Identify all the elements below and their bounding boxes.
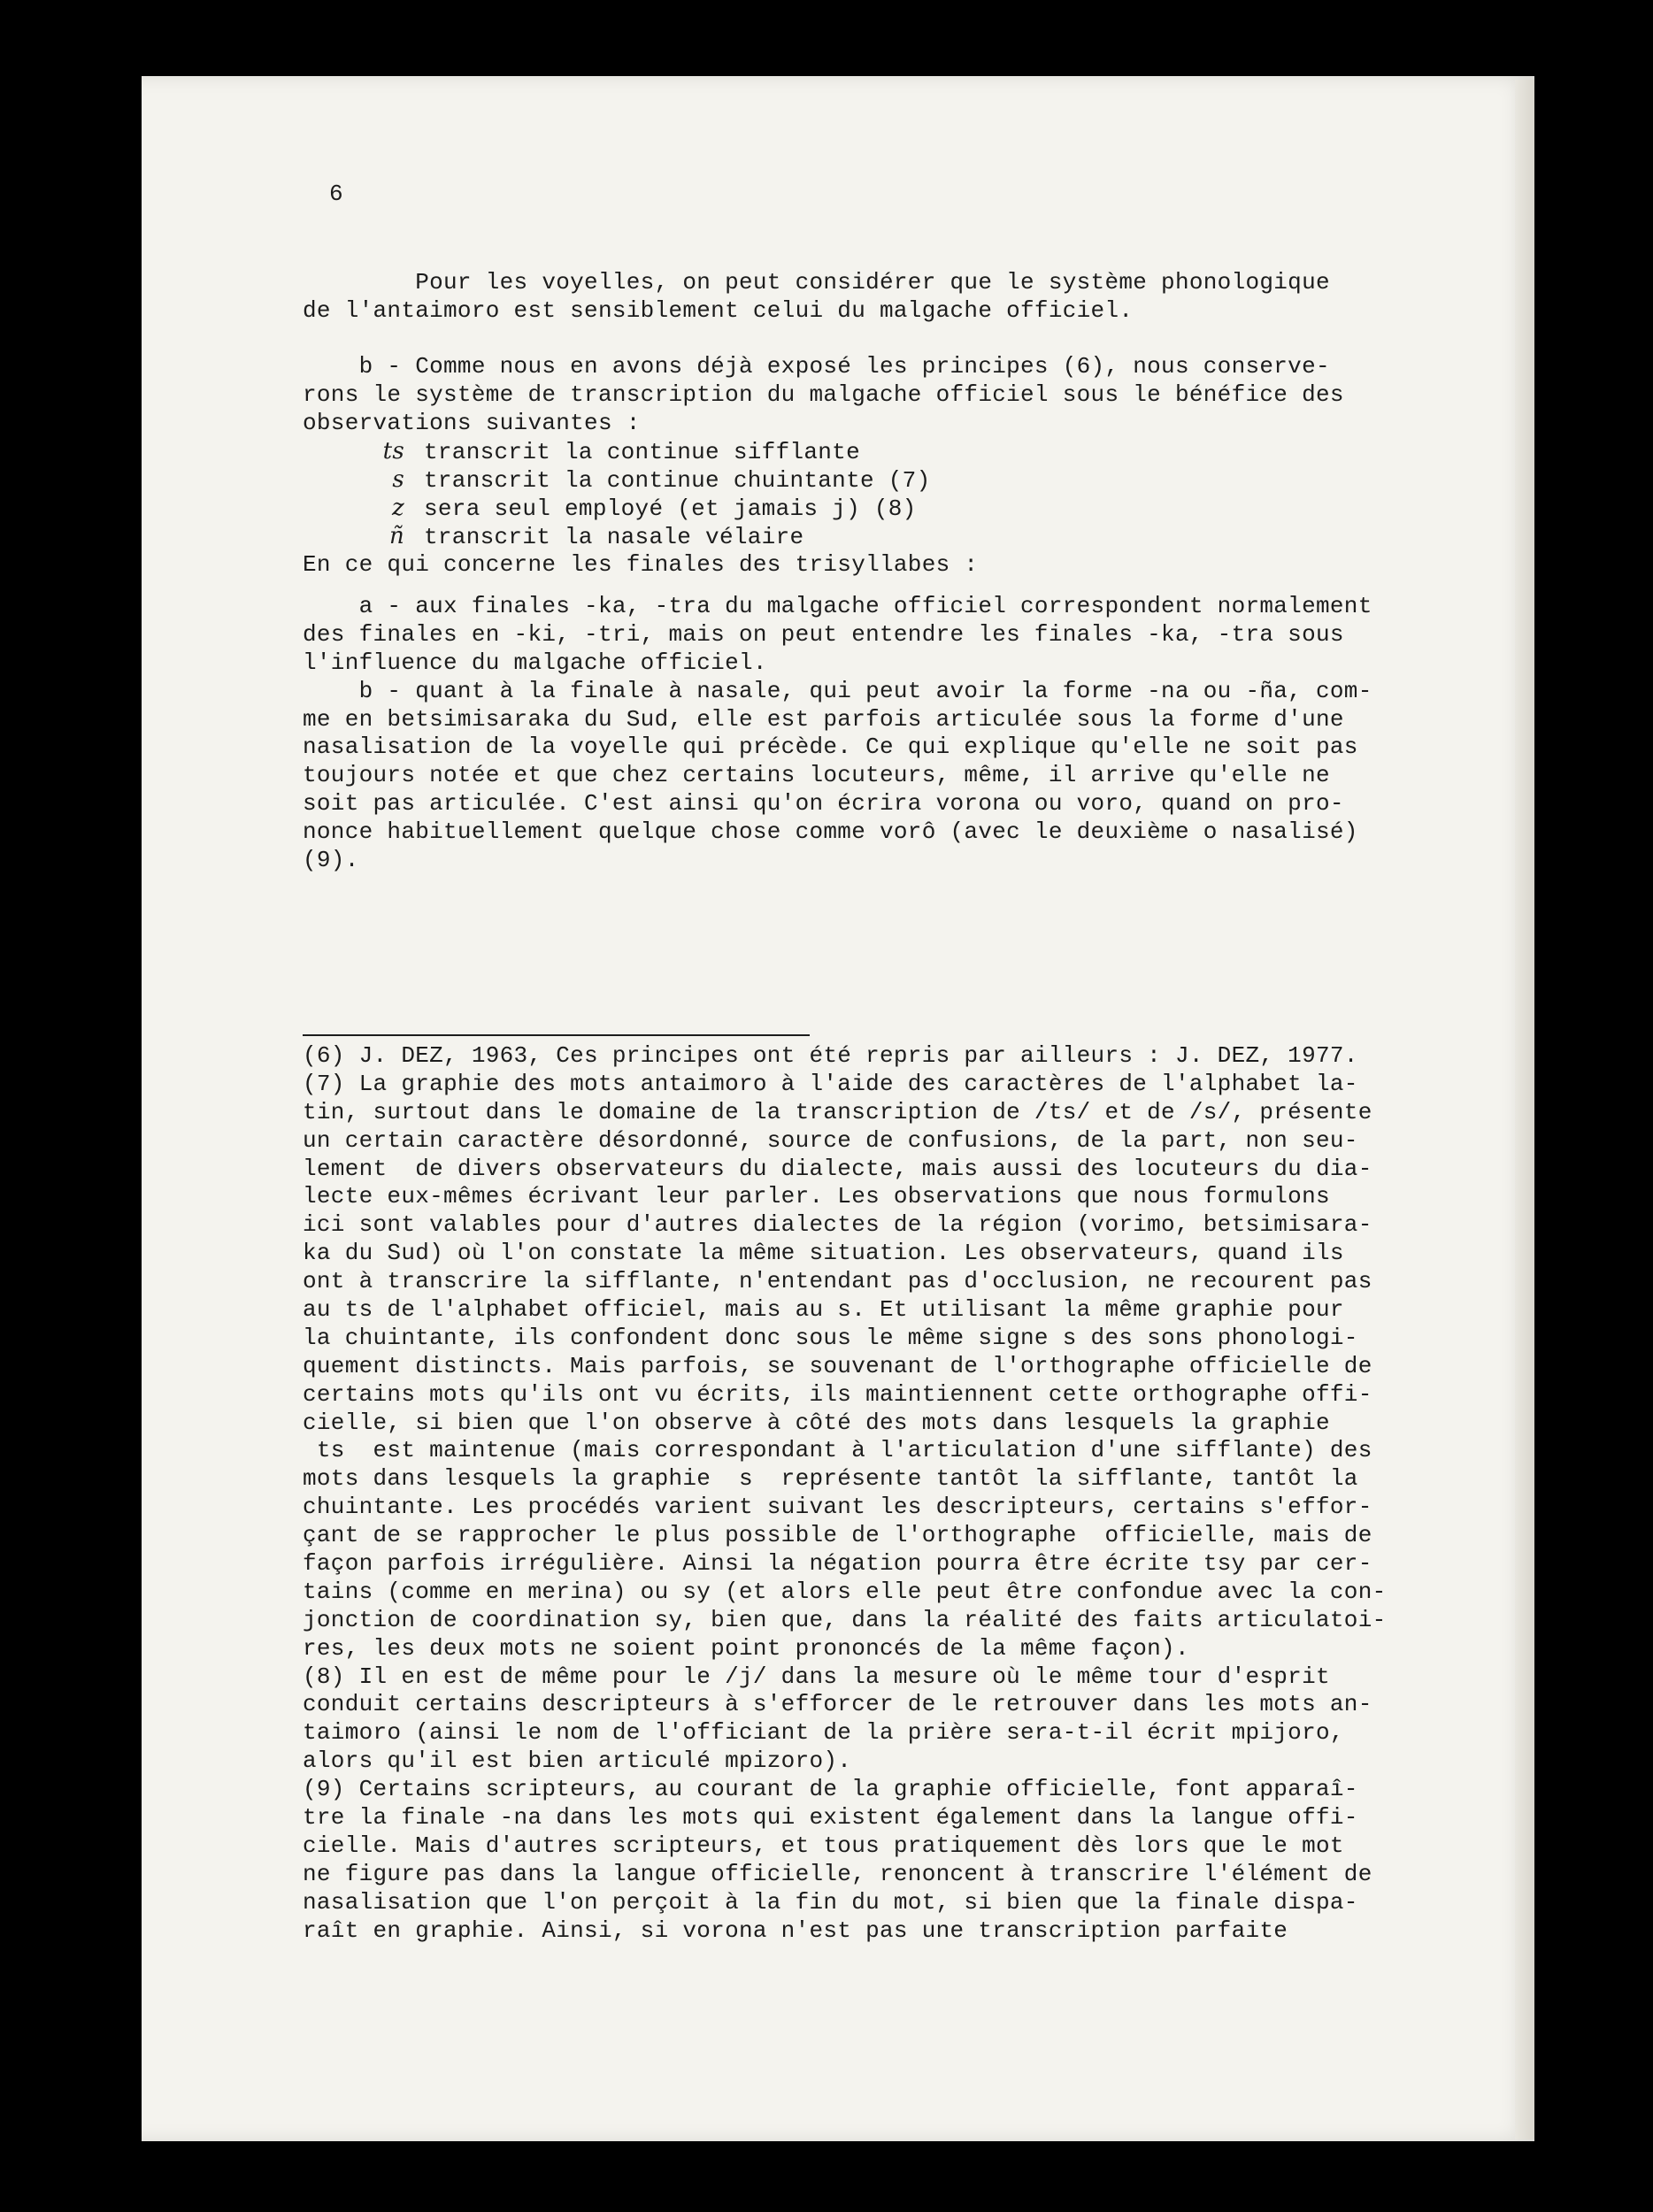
text-line: observations suivantes : [303,409,641,436]
text-line: chuintante. Les procédés varient suivant les descripteurs, certains s'effor- [303,1494,1372,1521]
text-line: (9). [303,847,359,874]
text-line: façon parfois irrégulière. Ainsi la négation pourra être écrite tsy par cer- [303,1550,1372,1578]
text-line: mots dans lesquels la graphie s représente tantôt la sifflante, tantôt la [303,1465,1358,1493]
symbol-row [303,523,1382,551]
text-line: ne figure pas dans la langue officielle, renoncent à transcrire l'élément de [303,1860,1372,1887]
text-line: au ts de l'alphabet officiel, mais au s. Et utilisant la même graphie pour [303,1296,1344,1324]
text-line: nasalisation que l'on perçoit à la fin du mot, si bien que la finale dispa- [303,1888,1358,1916]
text-line: soit pas articulée. C'est ainsi qu'on écrira vorona ou voro, quand on pro- [303,790,1344,818]
text-line: tin, surtout dans le domaine de la transcription de /ts/ et de /s/, présente [303,1098,1372,1125]
text-line: l'influence du malgache officiel. [303,649,767,676]
symbol-row [303,495,1382,523]
text-line: (6) J. DEZ, 1963, Ces principes ont été repris par ailleurs : J. DEZ, 1977. [303,1042,1358,1069]
symbol: ts [382,438,404,465]
text-line: tains (comme en merina) ou sy (et alors elle peut être confondue avec la con- [303,1578,1387,1605]
text-line: res, les deux mots ne soient point prononcés de la même façon). [303,1634,1189,1662]
footnote-separator [303,1034,810,1036]
symbol-text: transcrit la continue sifflante [424,439,860,465]
text-line: des finales en -ki, -tri, mais on peut entendre les finales -ka, -tra sous [303,620,1344,648]
symbol: ñ [388,522,404,549]
text-line: cielle. Mais d'autres scripteurs, et tous pratiquement dès lors que le mot [303,1832,1344,1859]
intro-paragraph [303,269,1382,326]
symbol-text: transcrit la continue chuintante (7) [424,466,931,494]
text-line: taimoro (ainsi le nom de l'officiant de la prière sera-t-il écrit mpijoro, [303,1719,1344,1747]
text-line: jonction de coordination sy, bien que, dans la réalité des faits articulatoi- [303,1606,1387,1633]
finales-paragraph [303,593,1382,875]
text-line: ici sont valables pour d'autres dialectes de la région (vorimo, betsimisara- [303,1211,1372,1239]
section-b-paragraph [303,353,1382,438]
text-line: (9) Certains scripteurs, au courant de la graphie officielle, font apparaî- [303,1776,1358,1803]
text-line: En ce qui concerne les finales des trisyllabes : [303,551,979,578]
text-line: (7) La graphie des mots antaimoro à l'aide des caractères de l'alphabet la- [303,1070,1358,1097]
symbol-row [303,438,1382,466]
text-line: la chuintante, ils confondent donc sous le même signe s des sons phonologi- [303,1324,1358,1351]
page-edge [1515,80,1534,2139]
text-line: b - Comme nous en avons déjà exposé les principes (6), nous conserve- [303,353,1330,380]
document-page [142,76,1534,2141]
footnotes [303,1042,1387,1946]
symbol: s [392,465,404,493]
text-line: conduit certains descripteurs à s'efforcer de le retrouver dans les mots an- [303,1691,1372,1718]
text-line: ont à transcrire la sifflante, n'entendant pas d'occlusion, ne recourent pas [303,1268,1372,1295]
text-line: (8) Il en est de même pour le /j/ dans la mesure où le même tour d'esprit [303,1663,1330,1690]
symbol-text: transcrit la nasale vélaire [424,523,804,550]
text-line: lement de divers observateurs du dialecte, mais aussi des locuteurs du dia- [303,1155,1372,1182]
text-line: tre la finale -na dans les mots qui existent également dans la langue offi- [303,1804,1358,1832]
text-line: b - quant à la finale à nasale, qui peut avoir la forme -na ou -ña, com- [303,677,1372,704]
text-line: nasalisation de la voyelle qui précède. Ce qui explique qu'elle ne soit pas [303,733,1358,761]
text-line: alors qu'il est bien articulé mpizoro). [303,1747,852,1775]
text-line: quement distincts. Mais parfois, se souvenant de l'orthographe officielle de [303,1352,1372,1379]
text-line: me en betsimisaraka du Sud, elle est parfois articulée sous la forme d'une [303,705,1344,733]
text-line: a - aux finales -ka, -tra du malgache officiel correspondent normalement [303,593,1372,619]
page-number: 6 [329,180,343,207]
text-line: nonce habituellement quelque chose comme vorô (avec le deuxième o nasalisé) [303,818,1358,846]
trisyllabes-heading [303,551,1382,580]
symbol-text: sera seul employé (et jamais j) (8) [424,495,917,522]
symbol-row [303,466,1382,495]
text-line: raît en graphie. Ainsi, si vorona n'est pas une transcription parfaite [303,1916,1288,1944]
text-line: de l'antaimoro est sensiblement celui du malgache officiel. [303,296,1134,324]
text-line: Pour les voyelles, on peut considérer que le système phonologique [303,269,1330,296]
text-line: un certain caractère désordonné, source de confusions, de la part, non seu- [303,1126,1358,1154]
text-line: ts est maintenue (mais correspondant à l'articulation d'une sifflante) des [303,1437,1372,1464]
text-line: çant de se rapprocher le plus possible de l'orthographe officielle, mais de [303,1522,1372,1549]
text-line: lecte eux-mêmes écrivant leur parler. Les observations que nous formulons [303,1183,1330,1210]
text-line: ka du Sud) où l'on constate la même situation. Les observateurs, quand ils [303,1240,1344,1267]
text-line: certains mots qu'ils ont vu écrits, ils maintiennent cette orthographe offi- [303,1380,1372,1408]
symbol-list [303,438,1382,551]
text-line: toujours notée et que chez certains locuteurs, même, il arrive qu'elle ne [303,762,1330,789]
text-line: rons le système de transcription du malgache officiel sous le bénéfice des [303,380,1344,408]
text-line: cielle, si bien que l'on observe à côté des mots dans lesquels la graphie [303,1409,1330,1436]
symbol: z [392,494,404,521]
